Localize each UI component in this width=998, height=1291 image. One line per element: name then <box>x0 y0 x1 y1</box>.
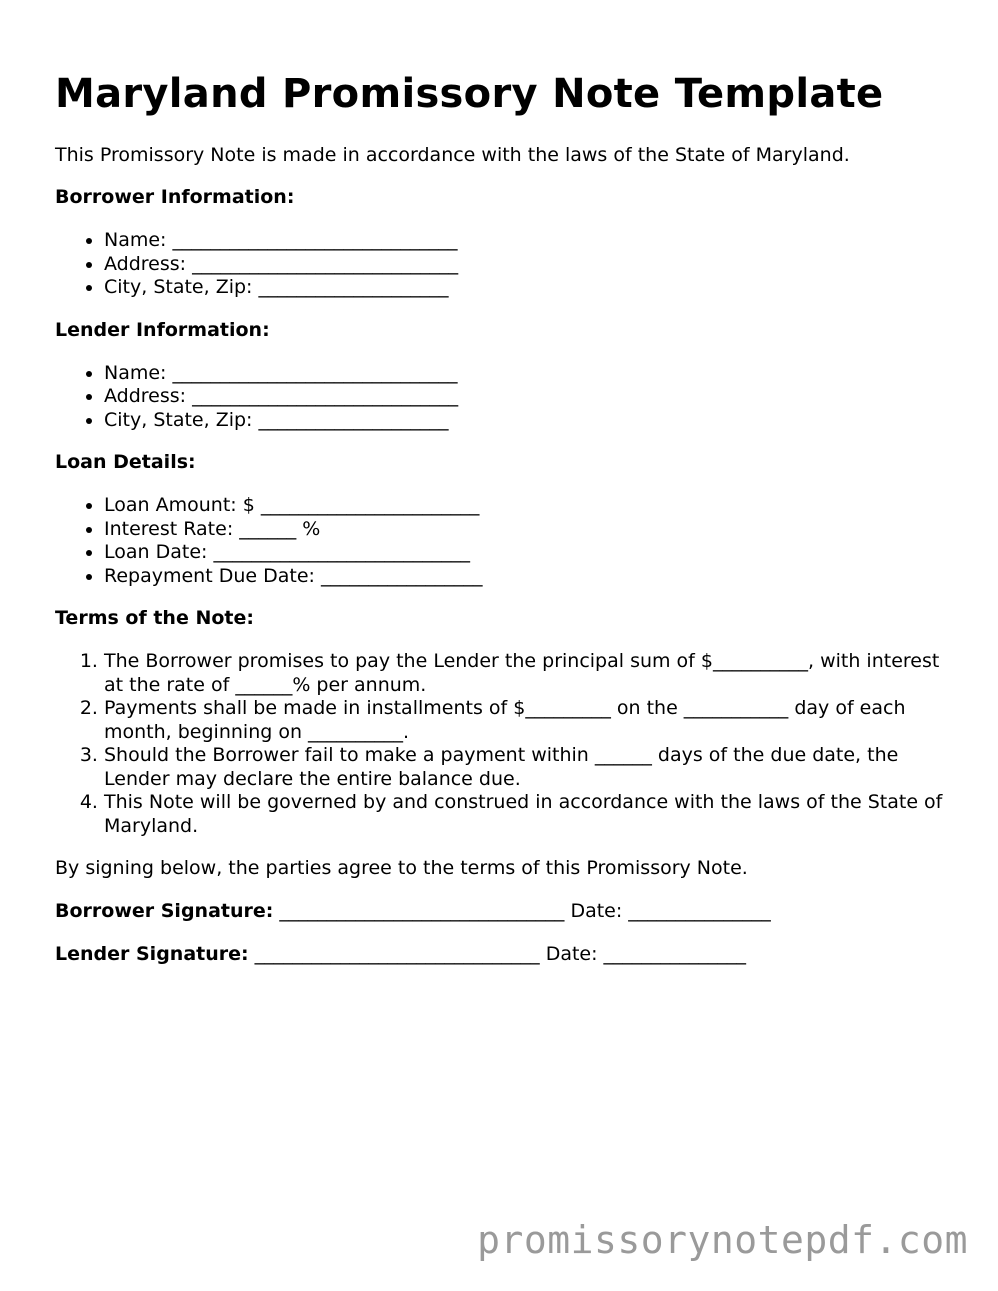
intro-paragraph: This Promissory Note is made in accordance with the laws of the State of Maryland. <box>55 144 850 166</box>
loan-date-field: • Loan Date: ___________________________ <box>104 541 955 565</box>
lender-city-state-zip-field: • City, State, Zip: ____________________ <box>104 409 955 433</box>
lender-name-field: • Name: ______________________________ <box>104 362 955 386</box>
page-title: Maryland Promissory Note Template <box>55 71 884 117</box>
term-item: 4. This Note will be governed by and construed in accordance with the laws of the State of Maryland. <box>104 791 955 838</box>
document-page <box>55 70 955 986</box>
lender-heading: Lender Information: <box>55 318 270 341</box>
borrower-heading: Borrower Information: <box>55 186 295 208</box>
lender-signature-line <box>55 943 955 966</box>
borrower-address-field: • Address: ____________________________ <box>104 253 955 277</box>
loan-details-heading: Loan Details: <box>55 451 196 473</box>
lender-signature-blanks: ______________________________ Date: _______________ <box>248 943 747 965</box>
lender-address-field: • Address: ____________________________ <box>104 385 955 409</box>
terms-list <box>55 650 955 838</box>
interest-rate-field: • Interest Rate: ______ % <box>104 518 955 542</box>
watermark: promissorynotepdf.com <box>477 1218 968 1262</box>
loan-details-list <box>55 494 955 588</box>
borrower-signature-label: Borrower Signature: <box>55 900 274 922</box>
repayment-due-date-field: • Repayment Due Date: _________________ <box>104 565 955 589</box>
borrower-name-field: • Name: ______________________________ <box>104 229 955 253</box>
loan-amount-field: • Loan Amount: $ _______________________ <box>104 494 955 518</box>
borrower-city-state-zip-field: • City, State, Zip: ____________________ <box>104 276 955 300</box>
borrower-list <box>55 229 955 300</box>
term-item: 1. The Borrower promises to pay the Lender the principal sum of $__________, with interest at the rate of ______% per annum. <box>104 650 955 697</box>
borrower-signature-line <box>55 900 955 923</box>
term-item: 2. Payments shall be made in installments of $_________ on the ___________ day of each month, beginning on __________. <box>104 697 955 744</box>
term-item: 3. Should the Borrower fail to make a payment within ______ days of the due date, the Lender may declare the entire balance due. <box>104 744 955 791</box>
lender-list <box>55 362 955 433</box>
lender-signature-label: Lender Signature: <box>55 943 249 965</box>
terms-heading: Terms of the Note: <box>55 607 254 629</box>
borrower-signature-blanks: ______________________________ Date: _______________ <box>273 900 771 922</box>
closing-paragraph: By signing below, the parties agree to the terms of this Promissory Note. <box>55 857 748 879</box>
